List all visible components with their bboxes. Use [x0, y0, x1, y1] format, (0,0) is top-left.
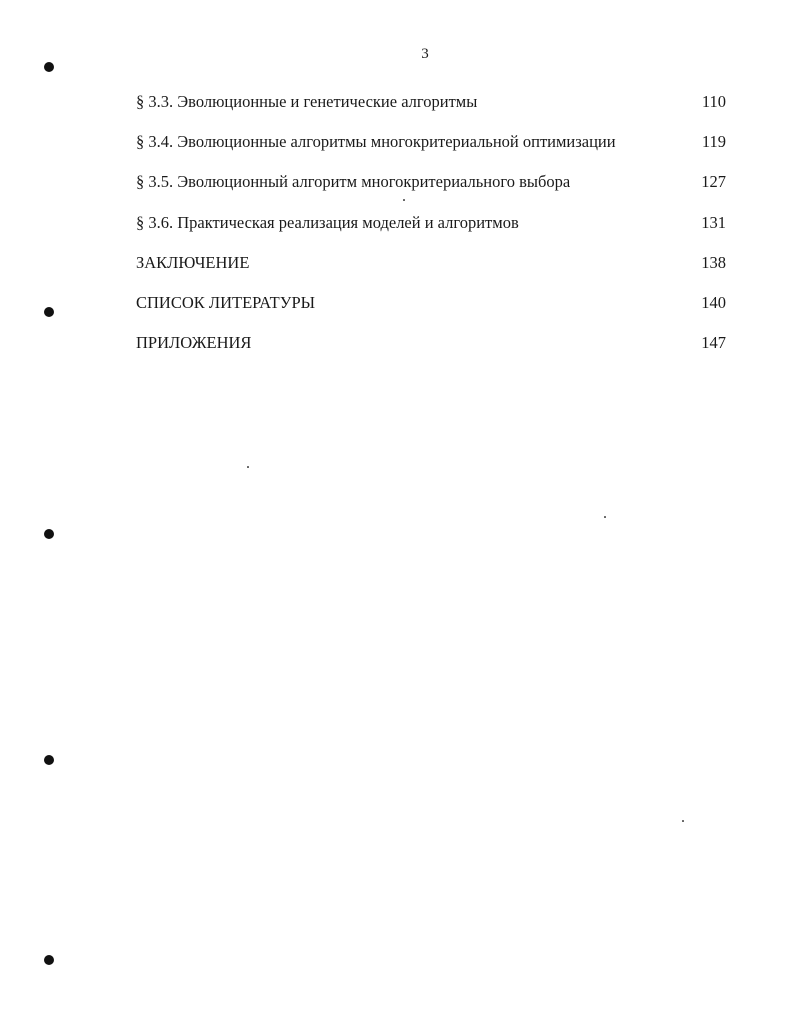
toc-entry: [136, 212, 726, 252]
toc-entry-page: 127: [701, 172, 726, 192]
toc-entry: [136, 131, 726, 171]
toc-entry-title: § 3.3. Эволюционные и генетические алгоритмы: [136, 92, 478, 111]
toc-entry-title: § 3.4. Эволюционные алгоритмы многокритериальной оптимизации: [136, 132, 616, 152]
toc-entry-page: 138: [701, 252, 726, 272]
binder-hole: [44, 529, 54, 539]
binder-hole: [44, 755, 54, 765]
binder-hole: [44, 62, 54, 72]
toc-entry-title: § 3.6. Практическая реализация моделей и алгоритмов: [136, 212, 519, 232]
binder-hole: [44, 955, 54, 965]
scan-speck: [247, 466, 249, 468]
toc-entry-page: 131: [701, 212, 726, 232]
table-of-contents: [136, 91, 726, 372]
toc-entry-page: 119: [701, 132, 726, 152]
binder-hole: [44, 307, 54, 317]
toc-entry: [136, 91, 726, 131]
toc-entry: [136, 292, 726, 332]
toc-entry-page: 110: [701, 92, 726, 111]
toc-entry-page: 147: [701, 333, 726, 353]
toc-entry: [136, 171, 726, 211]
toc-entry-title: ПРИЛОЖЕНИЯ: [136, 333, 252, 353]
scan-speck: [403, 199, 405, 201]
toc-entry: [136, 252, 726, 292]
toc-entry-title: СПИСОК ЛИТЕРАТУРЫ: [136, 292, 316, 312]
scan-speck: [682, 820, 684, 822]
page-number: 3: [421, 46, 429, 62]
scan-speck: [604, 516, 606, 518]
toc-entry-title: § 3.5. Эволюционный алгоритм многокритериального выбора: [136, 172, 571, 192]
toc-entry-page: 140: [701, 292, 726, 312]
toc-entry-title: ЗАКЛЮЧЕНИЕ: [136, 252, 250, 272]
toc-entry: [136, 332, 726, 372]
